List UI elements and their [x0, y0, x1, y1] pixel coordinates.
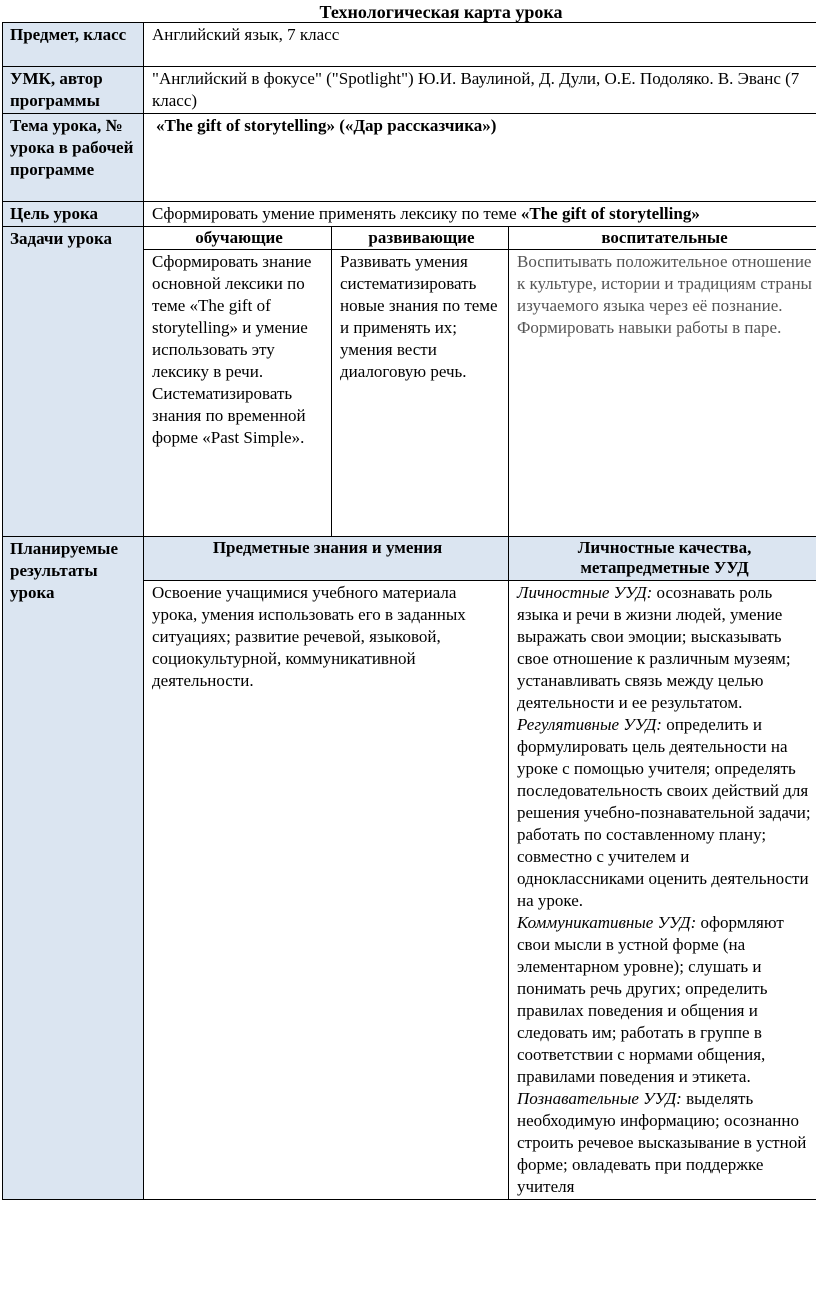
tasks-teaching: Сформировать знание основной лексики по теме «The gift of storytelling» и умение использовать эту лексику в речи. Систематизировать знания по временной форме «Past Simple».	[144, 250, 332, 537]
communicative-uud-label: Коммуникативные УУД:	[517, 913, 697, 932]
goal-topic: «The gift of storytelling»	[520, 204, 700, 223]
row-topic	[3, 114, 816, 202]
header-personal-qualities: Личностные качества, метапредметные УУД	[509, 537, 816, 581]
row-results-header	[3, 537, 816, 581]
value-subject: Английский язык, 7 класс	[144, 23, 816, 67]
row-umk	[3, 67, 816, 114]
personal-uud-label: Личностные УУД:	[517, 583, 653, 602]
header-subject-knowledge: Предметные знания и умения	[144, 537, 509, 581]
label-subject: Предмет, класс	[3, 23, 144, 67]
label-tasks: Задачи урока	[3, 227, 144, 537]
cognitive-uud-text: выделять необходимую информацию; осознанно строить речевое высказывание в устной форме; овладевать при поддержке учителя	[517, 1089, 807, 1196]
topic-text: «The gift of storytelling» («Дар рассказчика»)	[156, 116, 497, 135]
cognitive-uud-label: Познавательные УУД:	[517, 1089, 682, 1108]
regulatory-uud-label: Регулятивные УУД:	[517, 715, 662, 734]
results-subject: Освоение учащимися учебного материала урока, умения использовать его в заданных ситуациях; развитие речевой, языковой, социокультурной, коммуникативной деятельности.	[144, 581, 509, 1200]
document-title: Технологическая карта урока	[319, 2, 563, 22]
tasks-developing: Развивать умения систематизировать новые знания по теме и применять их; умения вести диалоговую речь.	[332, 250, 509, 537]
goal-text: Сформировать умение применять лексику по теме	[152, 204, 521, 223]
value-umk: "Английский в фокусе" ("Spotlight") Ю.И. Ваулиной, Д. Дули, О.Е. Подоляко. В. Эванс (7 класс)	[144, 67, 816, 114]
tasks-upbringing: Воспитывать положительное отношение к культуре, истории и традициям страны изучаемого языка через её познание. Формировать навыки работы в паре.	[509, 250, 816, 537]
label-topic: Тема урока, № урока в рабочей программе	[3, 114, 144, 202]
regulatory-uud-text: определить и формулировать цель деятельности на уроке с помощью учителя; определять последовательность своих действий для решения учебно-познавательной задачи; работать по составленному плану; совместно с учителем и одноклассниками оценить деятельности на уроке.	[517, 715, 811, 910]
communicative-uud-text: оформляют свои мысли в устной форме (на элементарном уровне); слушать и понимать речь других; определить правилах поведения и общения и следовать им; работать в группе в соответствии с нормами общения, правилами поведения и этикета.	[517, 913, 784, 1086]
row-subject	[3, 23, 816, 67]
header-developing: развивающие	[332, 227, 509, 250]
results-personal	[509, 581, 816, 1200]
value-goal	[144, 202, 816, 227]
label-results: Планируемые результаты урока	[3, 537, 144, 1200]
row-tasks-header	[3, 227, 816, 250]
header-upbringing: воспитательные	[509, 227, 816, 250]
personal-uud-text: осознавать роль языка и речи в жизни людей, умение выражать свои эмоции; высказывать свое отношение к различным музеям; устанавливать связь между целью деятельности и ее результатом.	[517, 583, 791, 712]
label-umk: УМК, автор программы	[3, 67, 144, 114]
header-teaching: обучающие	[144, 227, 332, 250]
label-goal: Цель урока	[3, 202, 144, 227]
value-topic	[144, 114, 816, 202]
lesson-map-table	[2, 22, 816, 1200]
row-goal	[3, 202, 816, 227]
